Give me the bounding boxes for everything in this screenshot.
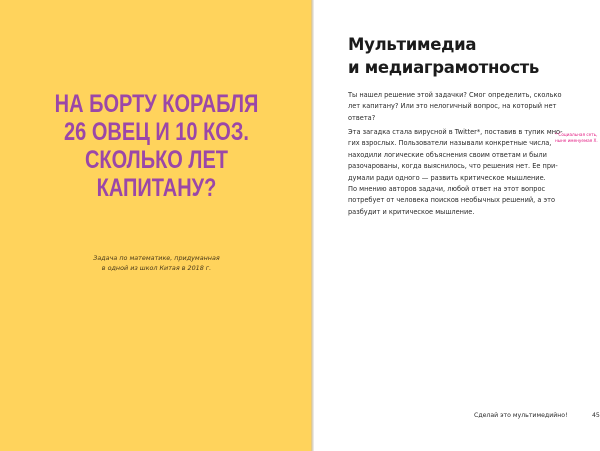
text-line: думали ради одного — развить критическое мышление. (348, 173, 546, 182)
paragraph-intro (348, 90, 562, 124)
text-line: разбудит и критическое мышление. (348, 207, 475, 216)
text-line: гих взрослых. Пользователи называли конкретные числа, (348, 139, 552, 148)
caption (50, 253, 263, 273)
text-line: По мнению авторов задачи, любой ответ на этот вопрос (348, 185, 546, 194)
text-line: лет капитану? Или это нелогичный вопрос, на который нет (348, 102, 557, 111)
footnote-line: ныне именуемая X. (555, 138, 598, 143)
text-line: ответа? (348, 113, 376, 122)
paragraph-body (348, 127, 563, 218)
caption-line: в одной из школ Китая в 2018 г. (101, 264, 212, 272)
caption-line: Задача по математике, придуманная (93, 254, 220, 262)
headline-line: НА БОРТУ КОРАБЛЯ (54, 90, 259, 118)
text-line: находили логические объяснения своим ответам и были (348, 150, 547, 159)
text-line: разочарованы, когда выяснилось, что решения нет. Ее при- (348, 162, 558, 171)
page-number: 45 (592, 412, 600, 419)
title-line: Мультимедиа (348, 35, 477, 54)
headline-line: КАПИТАНУ? (96, 174, 217, 202)
text-line: Ты нашел решение этой задачки? Смог определить, сколько (348, 91, 562, 99)
text-line: потребует от человека поисков необычных решений, а это (348, 196, 556, 205)
text-line: Эта загадка стала вирусной в Twitter*, поставив в тупик мно- (348, 128, 563, 136)
footnote-line: * Социальная сеть, (555, 132, 598, 137)
headline-line: 26 ОВЕЦ И 10 КОЗ. (64, 118, 249, 146)
title-line: и медиаграмотность (348, 58, 540, 77)
section-title (348, 33, 539, 79)
headline (47, 90, 265, 202)
headline-line: СКОЛЬКО ЛЕТ (84, 146, 229, 174)
footnote (555, 132, 598, 144)
running-footer: Сделай это мультимедийно! (474, 412, 568, 419)
